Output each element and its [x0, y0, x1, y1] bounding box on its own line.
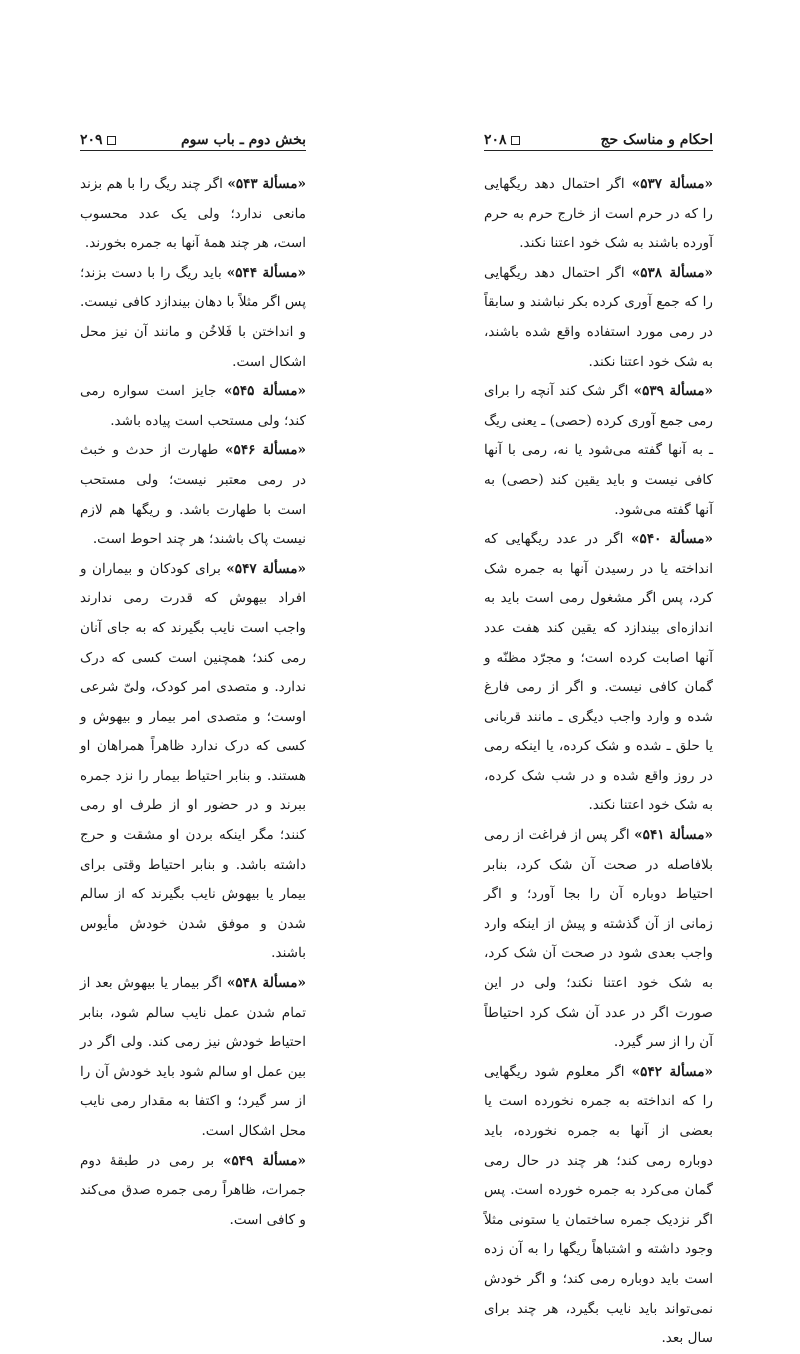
paragraph: «مسألة ۵۳۹» اگر شک کند آنچه را برای رمی جمع آوری کرده (حصی) ـ یعنی ریگ ـ به آنها گفته می‌شود یا نه، رمی با آنها کافی نیست و باید یقین کند (حصی) به آنها گفته می‌شود. — [484, 383, 714, 518]
issue-number: «مسألة ۵۴۱» — [634, 827, 713, 844]
paragraph: «مسألة ۵۴۳» اگر چند ریگ را با هم بزند مانعی ندارد؛ ولی یک عدد محسوب است، هر چند همهٔ آنها به جمره بخورند. — [80, 176, 306, 252]
left-page — [0, 0, 400, 1228]
paragraph: «مسألة ۵۳۸» اگر احتمال دهد ریگهایی را که جمع آوری کرده بکر نباشند و سابقاً در رمی مورد استفاده واقع شده باشند، به شک خود اعتنا نکند. — [484, 264, 713, 370]
page-header — [484, 126, 713, 148]
paragraph: «مسألة ۵۴۰» اگر در عدد ریگهایی که انداخته یا در رسیدن آنها به جمره شک کرد، پس اگر مشغول رمی است باید به اندازه‌ای بیندازد که یقین کند هفت عدد آنها اصابت کرده است؛ و مجرّد مظنّه و گمان کافی نیست. و اگر از رمی فارغ شده و وارد واجب دیگری ـ مانند قربانی یا حلق ـ شده و شک کرده، یا اینکه رمی در روز واقع شده و در شب شک کرده، به شک خود اعتنا نکند. — [484, 531, 713, 814]
header-rule — [80, 150, 306, 151]
header-rule — [484, 150, 713, 151]
page-number-box — [484, 132, 520, 148]
square-icon — [107, 136, 116, 145]
square-icon — [511, 136, 520, 145]
issue-number: «مسألة ۵۴۸» — [226, 975, 306, 992]
issue-number: «مسألة ۵۳۹» — [633, 383, 714, 400]
issue-number: «مسألة ۵۴۰» — [631, 531, 713, 548]
running-head: احکام و مناسک حج — [600, 132, 713, 148]
issue-number: «مسألة ۵۴۶» — [225, 442, 306, 459]
issue-number: «مسألة ۵۴۲» — [631, 1063, 713, 1080]
page-body — [484, 170, 713, 1354]
paragraph: «مسألة ۵۴۹» بر رمی در طبقهٔ دوم جمرات، ظاهراً رمی جمره صدق می‌کند و کافی است. — [80, 1152, 306, 1228]
page-number: ۲۰۹ — [80, 132, 103, 148]
issue-number: «مسألة ۵۴۴» — [226, 264, 306, 281]
issue-number: «مسألة ۵۴۵» — [224, 383, 306, 400]
issue-number: «مسألة ۵۴۳» — [227, 176, 306, 192]
right-page — [400, 0, 800, 1347]
page-body — [80, 170, 306, 1235]
running-head: بخش دوم ـ باب سوم — [180, 132, 306, 148]
issue-number: «مسألة ۵۴۹» — [222, 1152, 306, 1169]
issue-number: «مسألة ۵۳۸» — [631, 264, 713, 281]
paragraph: «مسألة ۵۴۸» اگر بیمار یا بیهوش بعد از تمام شدن عمل نایب سالم شود، بنابر احتیاط خودش نیز رمی کند. ولی اگر در بین عمل او سالم شود باید خودش آن را از سر گیرد؛ و اکتفا به مقدار رمی نایب محل اشکال است. — [80, 975, 306, 1139]
page-number: ۲۰۸ — [484, 132, 507, 148]
paragraph: «مسألة ۵۴۴» باید ریگ را با دست بزند؛ پس اگر مثلاً با دهان بیندازد کافی نیست. و انداختن با فَلاخُن و مانند آن نیز محل اشکال است. — [80, 264, 306, 370]
paragraph: «مسألة ۵۴۵» جایز است سواره رمی کند؛ ولی مستحب است پیاده باشد. — [80, 383, 306, 429]
paragraph: «مسألة ۵۳۷» اگر احتمال دهد ریگهایی را که در حرم است از خارج حرم به حرم آورده باشند به شک خود اعتنا نکند. — [484, 176, 713, 252]
paragraph: «مسألة ۵۴۱» اگر پس از فراغت از رمی بلافاصله در صحت آن شک کرد، بنابر احتیاط دوباره آن را بجا آورد؛ و اگر زمانی از آن گذشته و پیش از اینکه وارد واجب بعدی شود در صحت آن شک کرد، به شک خود اعتنا نکند؛ ولی در این صورت اگر در عدد آن شک کرد احتیاطاً آن را از سر گیرد. — [484, 827, 713, 1051]
paragraph: «مسألة ۵۴۲» اگر معلوم شود ریگهایی را که انداخته به جمره نخورده است یا بعضی از آنها به جمره نخورده، باید دوباره رمی کند؛ هر چند در حال رمی گمان می‌کرد به جمره خورده است. پس اگر نزدیک جمره ساختمان یا ستونی مثلاً وجود داشته و اشتباهاً ریگها را به آن زده است باید دوباره رمی کند؛ و اگر خودش نمی‌تواند باید نایب بگیرد، هر چند برای سال بعد. — [484, 1063, 713, 1347]
paragraph: «مسألة ۵۴۷» برای کودکان و بیماران و افراد بیهوش که قدرت رمی ندارند واجب است نایب بگیرند که به جای آنان رمی کند؛ همچنین است کسی که درک ندارد. و متصدی امر کودک، ولیّ شرعی اوست؛ و متصدی امر بیمار و بیهوش و کسی که درک ندارد ظاهراً همراهان او هستند. و بنابر احتیاط بیمار را نزد جمره ببرند و در حضور او از طرف او رمی کنند؛ مگر اینکه بردن او مشقت و حرج داشته باشد. و بنابر احتیاط وقتی برای بیمار یا بیهوش نایب بگیرند که از سالم شدن و موفق شدن خودش مأیوس باشند. — [80, 560, 306, 962]
page-header — [80, 126, 306, 148]
issue-number: «مسألة ۵۴۷» — [226, 560, 306, 577]
paragraph: «مسألة ۵۴۶» طهارت از حدث و خبث در رمی معتبر نیست؛ ولی مستحب است با طهارت باشد. و ریگها هم لازم نیست پاک باشند؛ هر چند احوط است. — [80, 442, 306, 548]
page-number-box — [80, 132, 116, 148]
issue-number: «مسألة ۵۳۷» — [631, 176, 713, 192]
